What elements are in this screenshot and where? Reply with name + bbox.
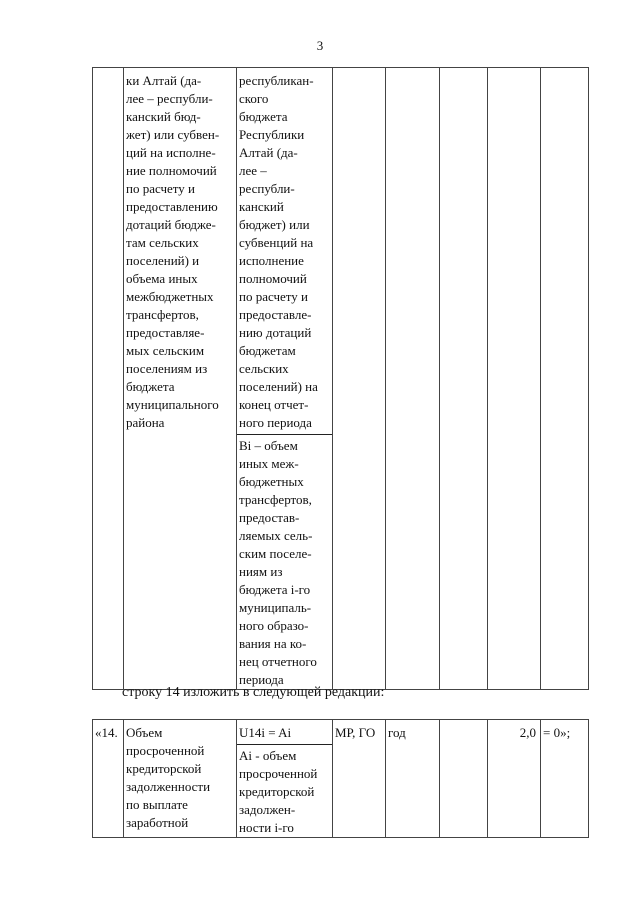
cell-empty [488,68,541,690]
instruction-text: строку 14 изложить в следующей редакции: [122,685,385,700]
row-number: «14. [95,725,118,740]
indicator-table-continued [92,67,589,690]
cell-indicator-name [124,68,237,690]
formula-desc-bottom: Bi – объем иных меж- бюджетных трансфертов, предостав- ляемых сель- ским поселе- ниям из бюджета i-го муниципаль- ного образо- вания на ко- нец отчетного периода [239,438,317,687]
period-value: год [388,725,406,740]
cell-number [93,68,124,690]
cell-empty [541,68,589,690]
table-row [93,68,589,690]
indicator-name-text: ки Алтай (да- лее – республи- канский бюд- жет) или субвен- ций на исполне- ние полномочий по расчету и предоставлению дотаций бюдже- там сельских поселений) и объема иных межбюджетных трансфертов, предоставляе- мых сельским поселениям из бюджета муниципального района [126,73,220,430]
level-value: МР, ГО [335,725,376,740]
table-row [93,720,589,838]
formula-desc-top: республикан- ского бюджета Республики Алтай (да- лее – республи- канский бюджет) или субвенций на исполнение полномочий по расчету и предоставле- нию дотаций бюджетам сельских поселений) на конец отчет- ного периода [237,68,332,435]
weight-value: 2,0 [519,725,536,740]
formula-description: Ai - объем просроченной кредиторской задолжен- ности i-го [239,748,318,835]
cell-empty [386,68,440,690]
target-value: = 0»; [543,725,571,740]
indicator-table-row14 [92,719,589,838]
cell-formula [237,68,333,690]
formula: U14i = Ai [237,720,332,745]
page-number: 3 [316,38,324,53]
cell-empty [440,720,487,724]
cell-empty [333,68,386,690]
indicator-name: Объем просроченной кредиторской задолженности по выплате заработной [126,725,211,830]
cell-empty [440,68,488,690]
